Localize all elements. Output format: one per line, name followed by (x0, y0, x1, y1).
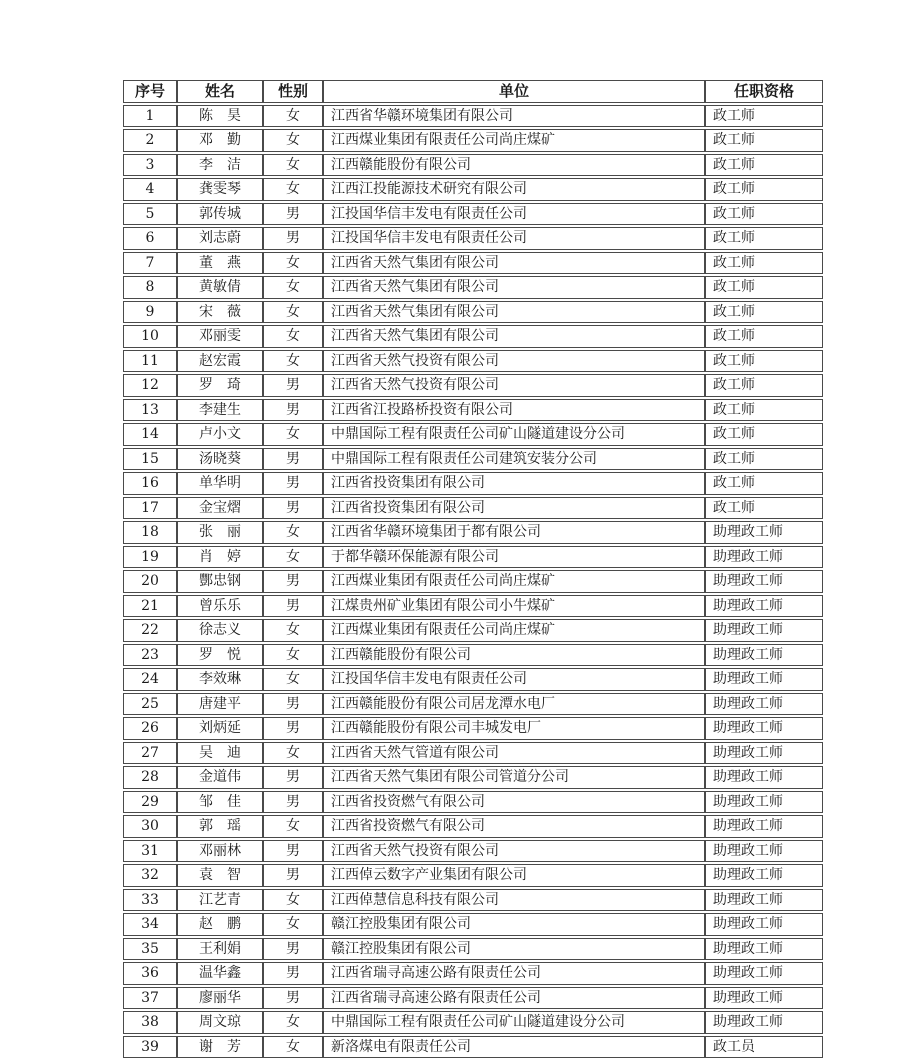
cell-name: 刘炳延 (177, 717, 263, 740)
cell-qual: 政工师 (705, 350, 823, 373)
cell-unit: 江西省投资燃气有限公司 (323, 815, 705, 838)
cell-unit: 江西省天然气集团有限公司管道分公司 (323, 766, 705, 789)
cell-name: 卢小文 (177, 423, 263, 446)
cell-qual: 助理政工师 (705, 742, 823, 765)
cell-gender: 男 (263, 399, 323, 422)
cell-qual: 政工师 (705, 399, 823, 422)
cell-no: 22 (123, 619, 177, 642)
cell-name: 江艺青 (177, 889, 263, 912)
cell-name: 罗 琦 (177, 374, 263, 397)
cell-no: 9 (123, 301, 177, 324)
table-row (123, 252, 823, 275)
cell-unit: 江西倬云数字产业集团有限公司 (323, 864, 705, 887)
cell-gender: 男 (263, 570, 323, 593)
cell-qual: 政工师 (705, 276, 823, 299)
cell-name: 唐建平 (177, 693, 263, 716)
table-row (123, 913, 823, 936)
cell-name: 李建生 (177, 399, 263, 422)
cell-name: 郭 瑶 (177, 815, 263, 838)
cell-no: 36 (123, 962, 177, 985)
roster-table (123, 78, 823, 1060)
cell-unit: 赣江控股集团有限公司 (323, 913, 705, 936)
cell-gender: 男 (263, 840, 323, 863)
cell-unit: 中鼎国际工程有限责任公司矿山隧道建设分公司 (323, 1011, 705, 1034)
table-header (123, 80, 823, 103)
cell-gender: 女 (263, 301, 323, 324)
cell-qual: 政工师 (705, 203, 823, 226)
cell-unit: 江西赣能股份有限公司丰城发电厂 (323, 717, 705, 740)
cell-qual: 政工师 (705, 105, 823, 128)
cell-qual: 政工师 (705, 374, 823, 397)
cell-name: 邓丽林 (177, 840, 263, 863)
cell-qual: 政工师 (705, 154, 823, 177)
cell-qual: 政工师 (705, 448, 823, 471)
cell-gender: 女 (263, 129, 323, 152)
cell-unit: 中鼎国际工程有限责任公司矿山隧道建设分公司 (323, 423, 705, 446)
cell-name: 王利娟 (177, 938, 263, 961)
table-row (123, 864, 823, 887)
table-row (123, 962, 823, 985)
cell-no: 31 (123, 840, 177, 863)
cell-no: 25 (123, 693, 177, 716)
cell-no: 8 (123, 276, 177, 299)
cell-qual: 政工师 (705, 472, 823, 495)
cell-qual: 助理政工师 (705, 815, 823, 838)
cell-name: 龚雯琴 (177, 178, 263, 201)
cell-unit: 江西省天然气投资有限公司 (323, 374, 705, 397)
cell-qual: 助理政工师 (705, 766, 823, 789)
table-row (123, 987, 823, 1010)
cell-gender: 男 (263, 497, 323, 520)
cell-gender: 女 (263, 668, 323, 691)
cell-gender: 女 (263, 521, 323, 544)
cell-gender: 女 (263, 742, 323, 765)
cell-unit: 江西赣能股份有限公司 (323, 154, 705, 177)
cell-gender: 男 (263, 448, 323, 471)
cell-name: 邓 勤 (177, 129, 263, 152)
table-row (123, 129, 823, 152)
cell-qual: 政工师 (705, 301, 823, 324)
cell-unit: 江西省投资集团有限公司 (323, 497, 705, 520)
table-row (123, 644, 823, 667)
cell-unit: 江投国华信丰发电有限责任公司 (323, 227, 705, 250)
cell-no: 17 (123, 497, 177, 520)
cell-no: 12 (123, 374, 177, 397)
cell-unit: 江西煤业集团有限责任公司尚庄煤矿 (323, 570, 705, 593)
table-row (123, 1036, 823, 1059)
cell-qual: 政工师 (705, 227, 823, 250)
table-row (123, 301, 823, 324)
cell-unit: 江投国华信丰发电有限责任公司 (323, 668, 705, 691)
column-header-3: 单位 (323, 80, 705, 103)
cell-no: 2 (123, 129, 177, 152)
cell-no: 33 (123, 889, 177, 912)
cell-qual: 助理政工师 (705, 619, 823, 642)
cell-name: 徐志义 (177, 619, 263, 642)
cell-unit: 中鼎国际工程有限责任公司建筑安装分公司 (323, 448, 705, 471)
cell-qual: 助理政工师 (705, 668, 823, 691)
cell-no: 15 (123, 448, 177, 471)
cell-qual: 政工师 (705, 178, 823, 201)
cell-no: 11 (123, 350, 177, 373)
cell-no: 13 (123, 399, 177, 422)
table-row (123, 227, 823, 250)
cell-gender: 女 (263, 276, 323, 299)
cell-name: 董 燕 (177, 252, 263, 275)
cell-gender: 女 (263, 619, 323, 642)
table-row (123, 325, 823, 348)
cell-unit: 江西省瑞寻高速公路有限责任公司 (323, 987, 705, 1010)
cell-unit: 江西倬慧信息科技有限公司 (323, 889, 705, 912)
cell-qual: 助理政工师 (705, 570, 823, 593)
cell-qual: 助理政工师 (705, 840, 823, 863)
cell-qual: 助理政工师 (705, 644, 823, 667)
cell-unit: 江投国华信丰发电有限责任公司 (323, 203, 705, 226)
cell-gender: 女 (263, 350, 323, 373)
cell-name: 邹 佳 (177, 791, 263, 814)
cell-unit: 赣江控股集团有限公司 (323, 938, 705, 961)
cell-unit: 江西江投能源技术研究有限公司 (323, 178, 705, 201)
cell-name: 肖 婷 (177, 546, 263, 569)
cell-no: 14 (123, 423, 177, 446)
cell-unit: 江西省天然气集团有限公司 (323, 252, 705, 275)
table-row (123, 154, 823, 177)
cell-gender: 男 (263, 595, 323, 618)
cell-qual: 助理政工师 (705, 693, 823, 716)
cell-qual: 政工师 (705, 129, 823, 152)
cell-name: 吴 迪 (177, 742, 263, 765)
cell-no: 3 (123, 154, 177, 177)
cell-unit: 江西赣能股份有限公司 (323, 644, 705, 667)
table-row (123, 570, 823, 593)
cell-unit: 江西煤业集团有限责任公司尚庄煤矿 (323, 619, 705, 642)
cell-unit: 江西省天然气集团有限公司 (323, 301, 705, 324)
table-row (123, 521, 823, 544)
cell-qual: 助理政工师 (705, 717, 823, 740)
table-row (123, 938, 823, 961)
table-row (123, 668, 823, 691)
cell-no: 32 (123, 864, 177, 887)
cell-gender: 女 (263, 325, 323, 348)
cell-gender: 女 (263, 644, 323, 667)
cell-unit: 新洛煤电有限责任公司 (323, 1036, 705, 1059)
table-row (123, 350, 823, 373)
cell-gender: 女 (263, 1036, 323, 1059)
cell-unit: 江西省投资集团有限公司 (323, 472, 705, 495)
cell-qual: 助理政工师 (705, 987, 823, 1010)
cell-unit: 江西省华赣环境集团于都有限公司 (323, 521, 705, 544)
cell-name: 曾乐乐 (177, 595, 263, 618)
table-row (123, 693, 823, 716)
cell-qual: 助理政工师 (705, 521, 823, 544)
cell-no: 30 (123, 815, 177, 838)
table-row (123, 399, 823, 422)
cell-no: 20 (123, 570, 177, 593)
cell-gender: 女 (263, 913, 323, 936)
cell-no: 23 (123, 644, 177, 667)
cell-gender: 女 (263, 423, 323, 446)
cell-no: 18 (123, 521, 177, 544)
table-row (123, 203, 823, 226)
cell-gender: 男 (263, 693, 323, 716)
cell-unit: 江煤贵州矿业集团有限公司小牛煤矿 (323, 595, 705, 618)
cell-name: 温华鑫 (177, 962, 263, 985)
table-row (123, 840, 823, 863)
cell-name: 金道伟 (177, 766, 263, 789)
cell-qual: 政工师 (705, 423, 823, 446)
cell-no: 4 (123, 178, 177, 201)
cell-name: 袁 智 (177, 864, 263, 887)
table-row (123, 423, 823, 446)
cell-name: 谢 芳 (177, 1036, 263, 1059)
cell-no: 5 (123, 203, 177, 226)
cell-gender: 女 (263, 154, 323, 177)
cell-gender: 女 (263, 889, 323, 912)
table-row (123, 497, 823, 520)
table-row (123, 619, 823, 642)
cell-name: 宋 薇 (177, 301, 263, 324)
cell-no: 19 (123, 546, 177, 569)
cell-no: 16 (123, 472, 177, 495)
cell-gender: 女 (263, 178, 323, 201)
cell-no: 10 (123, 325, 177, 348)
column-header-0: 序号 (123, 80, 177, 103)
cell-no: 21 (123, 595, 177, 618)
cell-no: 26 (123, 717, 177, 740)
cell-qual: 助理政工师 (705, 864, 823, 887)
cell-unit: 江西省天然气投资有限公司 (323, 840, 705, 863)
table-row (123, 1011, 823, 1034)
cell-qual: 助理政工师 (705, 791, 823, 814)
table-row (123, 791, 823, 814)
cell-name: 赵 鹏 (177, 913, 263, 936)
cell-unit: 江西煤业集团有限责任公司尚庄煤矿 (323, 129, 705, 152)
cell-no: 34 (123, 913, 177, 936)
cell-unit: 江西省天然气集团有限公司 (323, 325, 705, 348)
cell-unit: 江西省投资燃气有限公司 (323, 791, 705, 814)
table-row (123, 472, 823, 495)
cell-qual: 助理政工师 (705, 889, 823, 912)
cell-qual: 助理政工师 (705, 1011, 823, 1034)
cell-no: 24 (123, 668, 177, 691)
cell-gender: 男 (263, 766, 323, 789)
cell-name: 廖丽华 (177, 987, 263, 1010)
table-row (123, 276, 823, 299)
cell-unit: 江西赣能股份有限公司居龙潭水电厂 (323, 693, 705, 716)
cell-gender: 男 (263, 227, 323, 250)
cell-qual: 助理政工师 (705, 962, 823, 985)
cell-unit: 江西省天然气投资有限公司 (323, 350, 705, 373)
cell-qual: 政工师 (705, 252, 823, 275)
table-row (123, 742, 823, 765)
table-row (123, 889, 823, 912)
cell-gender: 男 (263, 717, 323, 740)
cell-no: 38 (123, 1011, 177, 1034)
cell-qual: 政工师 (705, 497, 823, 520)
cell-name: 刘志蔚 (177, 227, 263, 250)
table-row (123, 178, 823, 201)
column-header-4: 任职资格 (705, 80, 823, 103)
cell-name: 罗 悦 (177, 644, 263, 667)
cell-no: 27 (123, 742, 177, 765)
table-row (123, 105, 823, 128)
cell-no: 35 (123, 938, 177, 961)
cell-no: 1 (123, 105, 177, 128)
cell-name: 李 洁 (177, 154, 263, 177)
cell-unit: 于都华赣环保能源有限公司 (323, 546, 705, 569)
cell-unit: 江西省天然气集团有限公司 (323, 276, 705, 299)
header-row (123, 80, 823, 103)
cell-no: 6 (123, 227, 177, 250)
cell-no: 39 (123, 1036, 177, 1059)
cell-gender: 男 (263, 791, 323, 814)
cell-name: 张 丽 (177, 521, 263, 544)
table-row (123, 595, 823, 618)
cell-no: 7 (123, 252, 177, 275)
cell-qual: 助理政工师 (705, 595, 823, 618)
cell-qual: 政工员 (705, 1036, 823, 1059)
column-header-2: 性别 (263, 80, 323, 103)
cell-gender: 女 (263, 105, 323, 128)
cell-qual: 政工师 (705, 325, 823, 348)
cell-no: 29 (123, 791, 177, 814)
cell-gender: 男 (263, 938, 323, 961)
cell-gender: 男 (263, 472, 323, 495)
cell-name: 邓丽雯 (177, 325, 263, 348)
cell-unit: 江西省江投路桥投资有限公司 (323, 399, 705, 422)
cell-name: 周文琼 (177, 1011, 263, 1034)
cell-gender: 男 (263, 962, 323, 985)
cell-no: 37 (123, 987, 177, 1010)
cell-gender: 女 (263, 546, 323, 569)
cell-unit: 江西省瑞寻高速公路有限责任公司 (323, 962, 705, 985)
cell-gender: 男 (263, 203, 323, 226)
cell-name: 陈 昊 (177, 105, 263, 128)
cell-gender: 男 (263, 864, 323, 887)
cell-gender: 女 (263, 815, 323, 838)
table-row (123, 766, 823, 789)
cell-name: 金宝熠 (177, 497, 263, 520)
table-row (123, 448, 823, 471)
cell-name: 酆忠钢 (177, 570, 263, 593)
cell-name: 黄敏倩 (177, 276, 263, 299)
cell-qual: 助理政工师 (705, 913, 823, 936)
cell-gender: 男 (263, 374, 323, 397)
cell-name: 单华明 (177, 472, 263, 495)
cell-gender: 男 (263, 987, 323, 1010)
cell-unit: 江西省华赣环境集团有限公司 (323, 105, 705, 128)
cell-name: 李效琳 (177, 668, 263, 691)
cell-qual: 助理政工师 (705, 546, 823, 569)
cell-unit: 江西省天然气管道有限公司 (323, 742, 705, 765)
cell-name: 赵宏霞 (177, 350, 263, 373)
table-row (123, 815, 823, 838)
table-row (123, 374, 823, 397)
cell-name: 汤晓葵 (177, 448, 263, 471)
cell-name: 郭传城 (177, 203, 263, 226)
cell-no: 28 (123, 766, 177, 789)
table-row (123, 717, 823, 740)
column-header-1: 姓名 (177, 80, 263, 103)
cell-gender: 女 (263, 252, 323, 275)
table-body (123, 105, 823, 1059)
cell-gender: 女 (263, 1011, 323, 1034)
cell-qual: 助理政工师 (705, 938, 823, 961)
table-row (123, 546, 823, 569)
